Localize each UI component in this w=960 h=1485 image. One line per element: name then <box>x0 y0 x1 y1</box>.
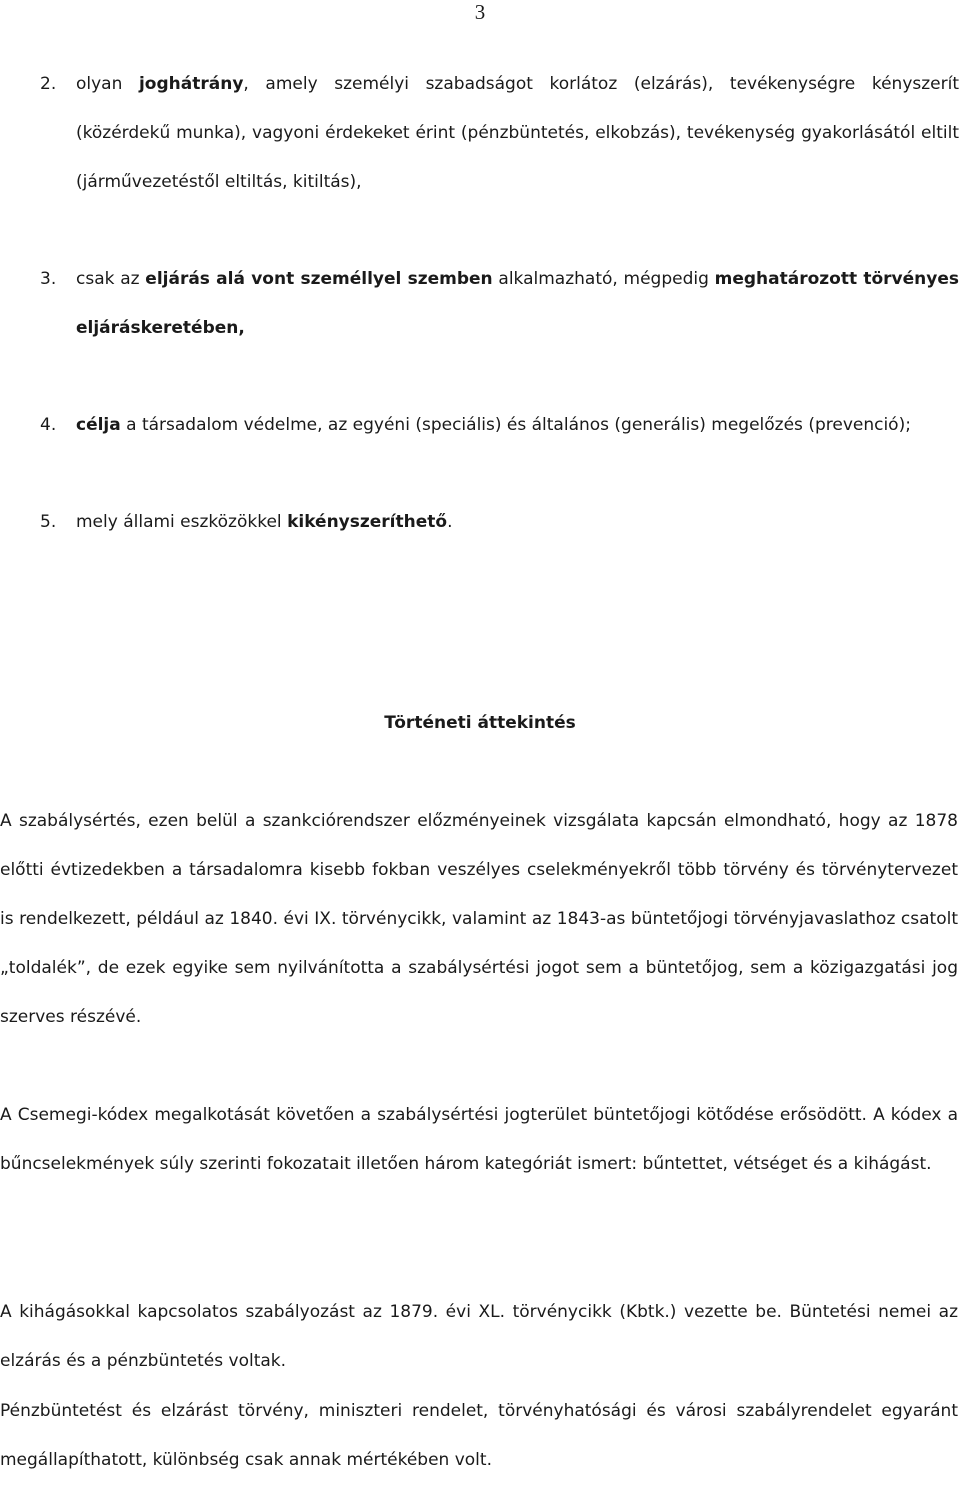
list-item-text <box>76 401 960 450</box>
text-run: a társadalom védelme, az egyéni (speciális) és általános (generális) megelőzés (prevenció); <box>120 415 911 435</box>
page-number: 3 <box>474 0 486 24</box>
bold-term: eljárás alá vont személlyel szemben <box>145 269 493 289</box>
list-item <box>40 401 960 450</box>
text-run: , amely személyi szabadságot korlátoz (elzárás), tevékenységre kényszerít (közérdekű munka), vagyoni érdekeket érint (pénzbüntetés, elkobzás), tevékenység gyakorlásától eltilt (járművezetéstől eltiltás, kitiltás), <box>76 74 959 192</box>
numbered-list <box>40 60 960 595</box>
text-run: . <box>447 512 453 532</box>
text-run: alkalmazható, mégpedig <box>492 269 715 289</box>
text-run: olyan <box>76 74 139 94</box>
text-run: mely állami eszközökkel <box>76 512 288 532</box>
list-item-text <box>76 498 960 547</box>
list-item-text <box>76 60 960 207</box>
list-item-number: 4. <box>40 415 57 435</box>
list-item-number: 3. <box>40 269 57 289</box>
bold-term: célja <box>76 415 121 435</box>
text-run: csak az <box>76 269 146 289</box>
list-item <box>40 60 960 207</box>
bold-term: kikényszeríthető <box>287 512 448 532</box>
list-item-text <box>76 255 960 353</box>
paragraph-csemegi-code: A Csemegi-kódex megalkotását követően a szabálysértési jogterület büntetőjogi kötődése erősödött. A kódex a bűncselekmények súly szerinti fokozatait illetően három kategóriát ismert: bűntettet, vétséget és a kihágást. <box>0 1105 958 1174</box>
list-item <box>40 255 960 353</box>
list-item <box>40 498 960 547</box>
paragraph-kbtk: A kihágásokkal kapcsolatos szabályozást az 1879. évi XL. törvénycikk (Kbtk.) vezette be. Büntetési nemei az elzárás és a pénzbüntetés voltak. <box>0 1302 958 1371</box>
bold-term: meghatározott törvényes eljáráskeretében, <box>76 269 960 338</box>
bold-term: joghátrány <box>138 74 244 94</box>
paragraph-history: A szabálysértés, ezen belül a szankciórendszer előzményeinek vizsgálata kapcsán elmondható, hogy az 1878 előtti évtizedekben a társadalomra kisebb fokban veszélyes cselekményekről több törvény és törvénytervezet is rendelkezett, például az 1840. évi IX. törvénycikk, valamint az 1843-as büntetőjogi törvényjavaslathoz csatolt „toldalék”, de ezek egyike sem nyilvánította a szabálysértési jogot sem a büntetőjog, sem a közigazgatási jog szerves részévé. <box>0 811 958 1027</box>
paragraph-fines: Pénzbüntetést és elzárást törvény, miniszteri rendelet, törvényhatósági és városi szabályrendelet egyaránt megállapíthatott, különbség csak annak mértékében volt. <box>0 1401 958 1470</box>
section-heading: Történeti áttekintés <box>384 713 576 733</box>
list-item-number: 2. <box>40 74 57 94</box>
list-item-number: 5. <box>40 512 57 532</box>
